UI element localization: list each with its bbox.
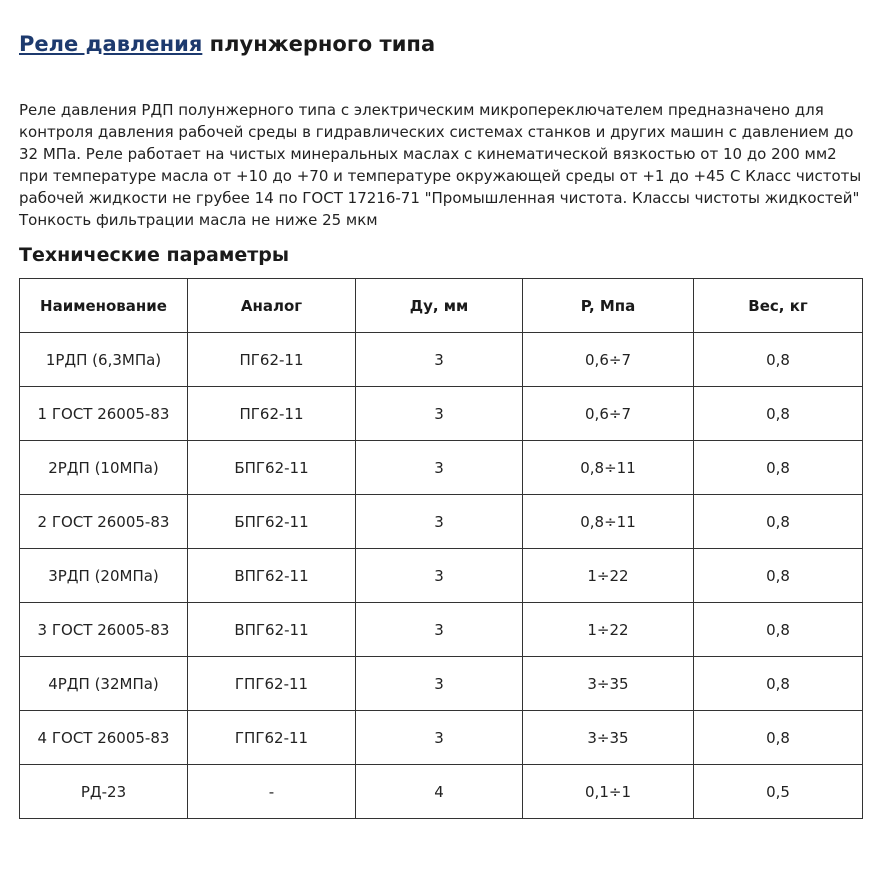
cell-pressure: 0,6÷7 xyxy=(523,333,694,387)
cell-pressure: 0,1÷1 xyxy=(523,765,694,819)
cell-name: 2 ГОСТ 26005-83 xyxy=(20,495,188,549)
parameters-table xyxy=(19,278,863,819)
cell-name: РД-23 xyxy=(20,765,188,819)
cell-analog: ПГ62-11 xyxy=(188,333,356,387)
cell-du: 3 xyxy=(356,657,523,711)
cell-du: 3 xyxy=(356,495,523,549)
cell-weight: 0,8 xyxy=(694,657,863,711)
cell-name: 1 ГОСТ 26005-83 xyxy=(20,387,188,441)
intro-paragraph: Реле давления РДП полунжерного типа с электрическим микропереключателем предназначено для контроля давления рабочей среды в гидравлических системах станков и других машин с давлением до 32 МПа. Реле работает на чистых минеральных маслах с кинематической вязкостью от 10 до 200 мм2 при температуре масла от +10 до +70 и температуре окружающей среды от +1 до +45 С Класс чистоты рабочей жидкости не грубее 14 по ГОСТ 17216-71 "Промышленная чистота. Классы чистоты жидкостей" Тонкость фильтрации масла не ниже 25 мкм xyxy=(19,101,862,229)
table-row xyxy=(20,549,863,603)
cell-pressure: 1÷22 xyxy=(523,549,694,603)
cell-analog: ПГ62-11 xyxy=(188,387,356,441)
cell-du: 3 xyxy=(356,549,523,603)
table-header-row xyxy=(20,279,863,333)
cell-analog: БПГ62-11 xyxy=(188,495,356,549)
cell-pressure: 1÷22 xyxy=(523,603,694,657)
table-row xyxy=(20,495,863,549)
cell-analog: - xyxy=(188,765,356,819)
cell-pressure: 0,8÷11 xyxy=(523,495,694,549)
header-analog: Аналог xyxy=(188,279,356,333)
cell-du: 3 xyxy=(356,387,523,441)
cell-weight: 0,8 xyxy=(694,441,863,495)
table-row xyxy=(20,387,863,441)
cell-weight: 0,8 xyxy=(694,495,863,549)
cell-name: 2РДП (10МПа) xyxy=(20,441,188,495)
title-rest: плунжерного типа xyxy=(202,32,436,56)
header-du: Ду, мм xyxy=(356,279,523,333)
cell-pressure: 0,6÷7 xyxy=(523,387,694,441)
cell-du: 3 xyxy=(356,333,523,387)
title-link[interactable]: Реле давления xyxy=(19,32,203,56)
cell-weight: 0,8 xyxy=(694,387,863,441)
section-title: Технические параметры xyxy=(19,244,290,266)
cell-analog: ВПГ62-11 xyxy=(188,603,356,657)
cell-name: 4РДП (32МПа) xyxy=(20,657,188,711)
cell-du: 3 xyxy=(356,711,523,765)
cell-weight: 0,8 xyxy=(694,333,863,387)
cell-analog: ВПГ62-11 xyxy=(188,549,356,603)
cell-name: 4 ГОСТ 26005-83 xyxy=(20,711,188,765)
cell-analog: БПГ62-11 xyxy=(188,441,356,495)
cell-weight: 0,8 xyxy=(694,549,863,603)
table-row xyxy=(20,333,863,387)
cell-name: 3РДП (20МПа) xyxy=(20,549,188,603)
cell-name: 3 ГОСТ 26005-83 xyxy=(20,603,188,657)
table-row xyxy=(20,441,863,495)
header-weight: Вес, кг xyxy=(694,279,863,333)
cell-weight: 0,8 xyxy=(694,711,863,765)
cell-pressure: 3÷35 xyxy=(523,657,694,711)
page-title xyxy=(19,28,435,60)
cell-du: 3 xyxy=(356,603,523,657)
table-row xyxy=(20,657,863,711)
cell-du: 4 xyxy=(356,765,523,819)
cell-analog: ГПГ62-11 xyxy=(188,711,356,765)
cell-du: 3 xyxy=(356,441,523,495)
table-row xyxy=(20,603,863,657)
header-pressure: P, Мпа xyxy=(523,279,694,333)
cell-analog: ГПГ62-11 xyxy=(188,657,356,711)
table-row xyxy=(20,711,863,765)
table-row xyxy=(20,765,863,819)
cell-weight: 0,5 xyxy=(694,765,863,819)
header-name: Наименование xyxy=(20,279,188,333)
cell-pressure: 0,8÷11 xyxy=(523,441,694,495)
cell-pressure: 3÷35 xyxy=(523,711,694,765)
cell-name: 1РДП (6,3МПа) xyxy=(20,333,188,387)
cell-weight: 0,8 xyxy=(694,603,863,657)
